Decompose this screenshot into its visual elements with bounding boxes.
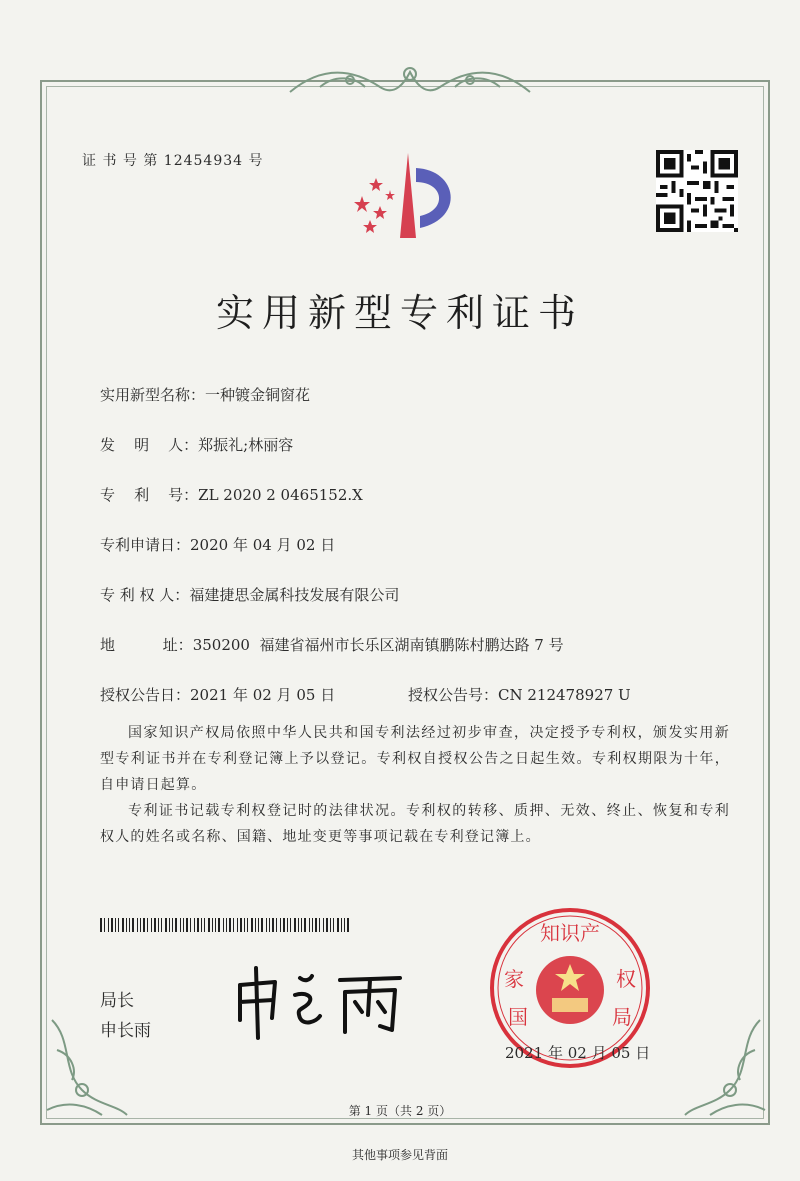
field-label: 授权公告号： xyxy=(408,686,499,704)
certificate-title: 实用新型专利证书 xyxy=(215,291,584,335)
back-note: 其他事项参见背面 xyxy=(351,1148,448,1162)
field-label: 专 利 权 人： xyxy=(100,586,190,604)
grant-date-row xyxy=(100,684,335,705)
grant-number-row xyxy=(408,684,631,705)
seal-date: 2021 年 02 月 05 日 xyxy=(505,1044,651,1062)
svg-text:局: 局 xyxy=(612,1005,632,1029)
director-name: 申长雨 xyxy=(100,1021,151,1041)
field-label: 专 利 号： xyxy=(100,486,199,504)
statement-paragraph-1: 国家知识产权局依照中华人民共和国专利法经过初步审查，决定授予专利权，颁发实用新型专利证书并在专利登记簿上予以登记。专利权自授权公告之日起生效。专利权期限为十年，自申请日起算。 xyxy=(100,725,730,793)
field-label: 授权公告日： xyxy=(100,686,191,704)
certificate-number: 证 书 号 第 12454934 号 xyxy=(82,153,264,169)
director-title: 局长 xyxy=(100,991,134,1011)
filing-date: 2020 年 04 月 02 日 xyxy=(190,536,336,554)
address: 350200 福建省福州市长乐区湖南镇鹏陈村鹏达路 7 号 xyxy=(192,636,564,654)
field-label: 实用新型名称： xyxy=(100,386,206,404)
patentee-row xyxy=(100,584,399,605)
utility-model-name-row xyxy=(100,384,310,405)
svg-text:家: 家 xyxy=(504,967,524,991)
field-label: 专利申请日： xyxy=(100,536,191,554)
address-row xyxy=(100,634,564,655)
utility-model-name: 一种镀金铜窗花 xyxy=(205,386,311,404)
svg-text:知识产: 知识产 xyxy=(540,921,600,945)
patentee-name: 福建捷思金属科技发展有限公司 xyxy=(189,586,400,604)
field-label: 发 明 人： xyxy=(100,436,199,454)
qr-code-icon xyxy=(656,150,738,232)
patent-number: ZL 2020 2 0465152.X xyxy=(198,486,363,504)
patent-number-row xyxy=(100,484,363,505)
filing-date-row xyxy=(100,534,335,555)
statement-paragraph-2: 专利证书记载专利权登记时的法律状况。专利权的转移、质押、无效、终止、恢复和专利权人的姓名或名称、国籍、地址变更等事项记载在专利登记簿上。 xyxy=(100,803,730,845)
grant-announcement-date: 2021 年 02 月 05 日 xyxy=(190,686,336,704)
top-ornament xyxy=(280,62,540,102)
inventor-row xyxy=(100,434,293,455)
inventor-names: 郑振礼;林丽容 xyxy=(198,436,294,454)
director-signature-icon xyxy=(230,960,410,1040)
cnipa-logo-icon xyxy=(340,148,470,248)
barcode-icon xyxy=(100,918,350,932)
svg-text:权: 权 xyxy=(616,967,636,991)
field-label: 地 址： xyxy=(100,636,193,654)
svg-text:国: 国 xyxy=(508,1005,528,1029)
grant-announcement-number: CN 212478927 U xyxy=(498,686,631,704)
page-indicator: 第 1 页（共 2 页） xyxy=(348,1104,452,1118)
